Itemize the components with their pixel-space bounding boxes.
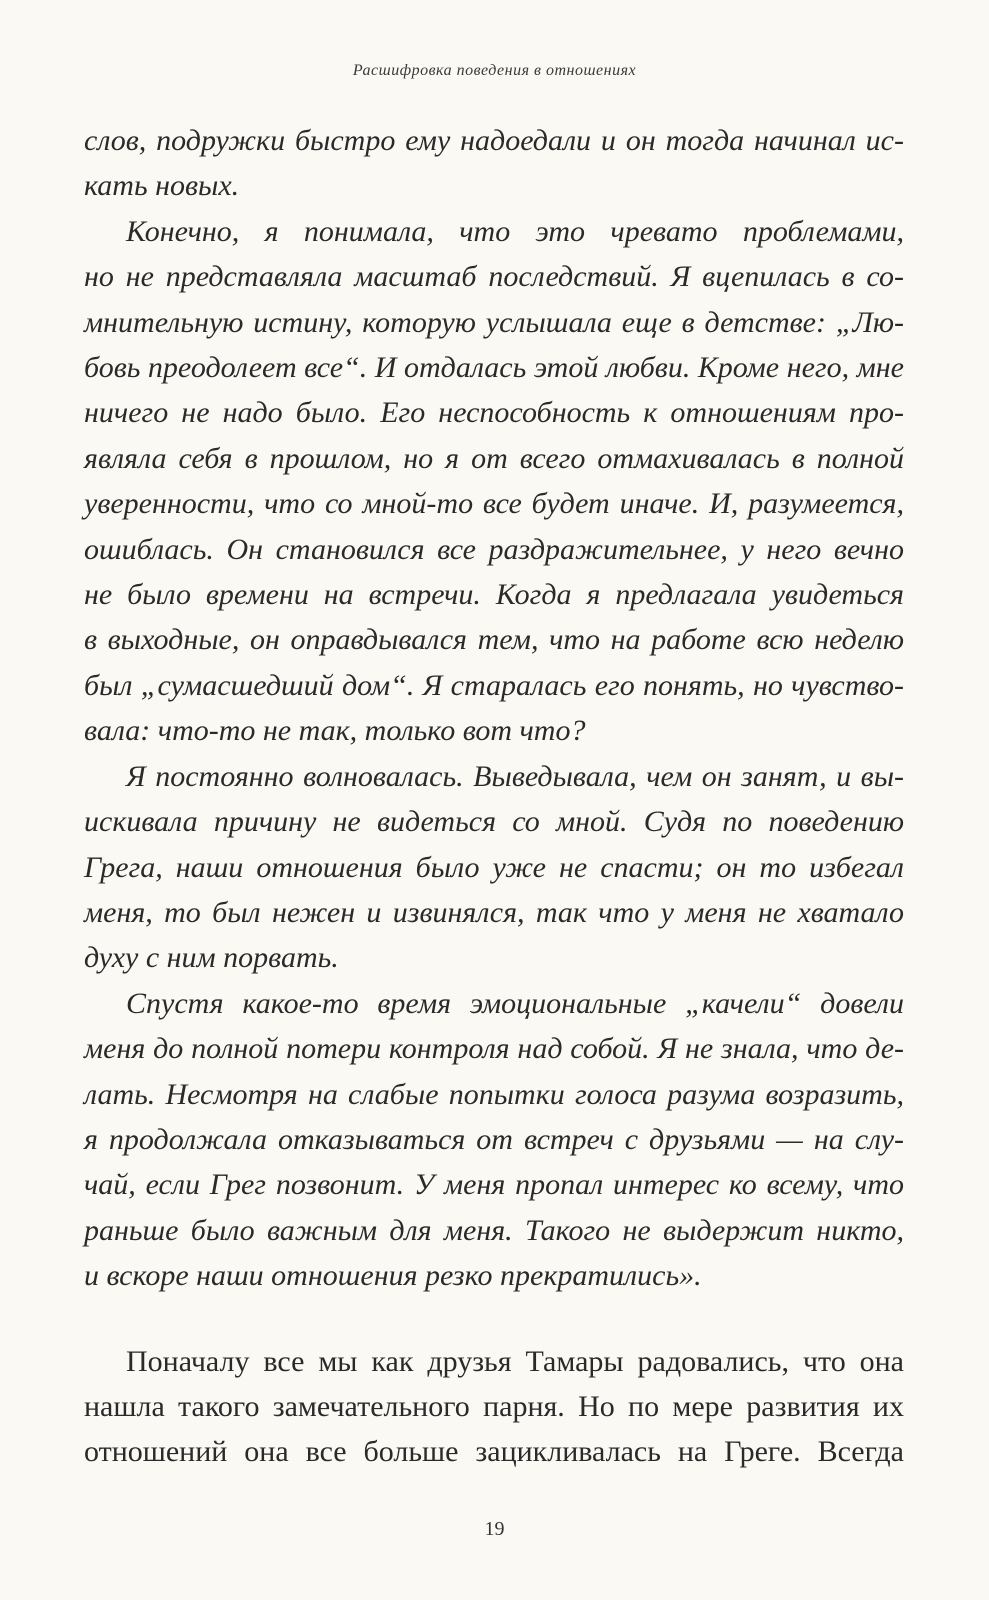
text-line: Конечно, я понимала, что это чревато проблемами, [126, 214, 904, 248]
text-line: являла себя в прошлом, но я от всего отмахивалась в полной [84, 441, 904, 475]
text-line: искивала причину не видеться со мной. Судя по поведению [84, 805, 904, 839]
text-line: уверенности, что со мной-то все будет иначе. И, разумеется, [84, 487, 904, 521]
paragraph-4 [84, 981, 904, 1299]
text-line: Поначалу все мы как друзья Тамары радовались, что она [126, 1344, 904, 1378]
page-number: 19 [484, 1518, 505, 1540]
text-line: Спустя какое-то время эмоциональные „качели“ довели [126, 986, 904, 1020]
text-line: духу с ним порвать. [84, 941, 339, 975]
text-line: в выходные, он оправдывался тем, что на работе всю неделю [84, 623, 904, 657]
text-line: меня, то был нежен и извинялся, так что у меня не хватало [84, 895, 904, 929]
paragraph-2 [84, 209, 904, 754]
paragraph-1 [84, 118, 904, 209]
text-line: вала: что-то не так, только вот что? [84, 714, 586, 748]
text-line: и вскоре наши отношения резко прекратились». [84, 1259, 702, 1293]
text-line: но не представляла масштаб последствий. Я вцепилась в со- [84, 260, 904, 294]
text-line: не было времени на встречи. Когда я предлагала увидеться [84, 578, 904, 612]
text-line: ошиблась. Он становился все раздражительнее, у него вечно [84, 532, 904, 566]
paragraph-3 [84, 754, 904, 981]
page-body [84, 118, 904, 1475]
section-gap [84, 1299, 904, 1339]
text-line: кать новых. [84, 169, 240, 203]
text-line: я продолжала отказываться от встреч с друзьями — на слу- [84, 1122, 904, 1156]
text-line: бовь преодолеет все“. И отдалась этой любви. Кроме него, мне [84, 351, 904, 385]
text-line: меня до полной потери контроля над собой. Я не знала, что де- [84, 1032, 904, 1066]
text-line: Я постоянно волновалась. Выведывала, чем он занят, и вы- [126, 759, 904, 793]
text-line: был „сумасшедший дом“. Я старалась его понять, но чувство- [84, 668, 904, 702]
running-header: Расшифровка поведения в отношениях [352, 62, 637, 79]
text-line: лать. Несмотря на слабые попытки голоса разума возразить, [84, 1077, 904, 1111]
paragraph-5 [84, 1339, 904, 1475]
text-line: ничего не надо было. Его неспособность к отношениям про- [84, 396, 904, 430]
text-line: мнительную истину, которую услышала еще в детстве: „Лю- [84, 305, 904, 339]
text-line: отношений она все больше зацикливалась на Греге. Всегда [84, 1435, 904, 1469]
text-line: чай, если Грег позвонит. У меня пропал интерес ко всему, что [84, 1168, 904, 1202]
text-line: слов, подружки быстро ему надоедали и он тогда начинал ис- [84, 124, 904, 157]
text-line: нашла такого замечательного парня. Но по мере развития их [84, 1389, 904, 1423]
text-line: раньше было важным для меня. Такого не выдержит никто, [84, 1213, 904, 1247]
text-line: Грега, наши отношения было уже не спасти; он то избегал [84, 850, 904, 884]
